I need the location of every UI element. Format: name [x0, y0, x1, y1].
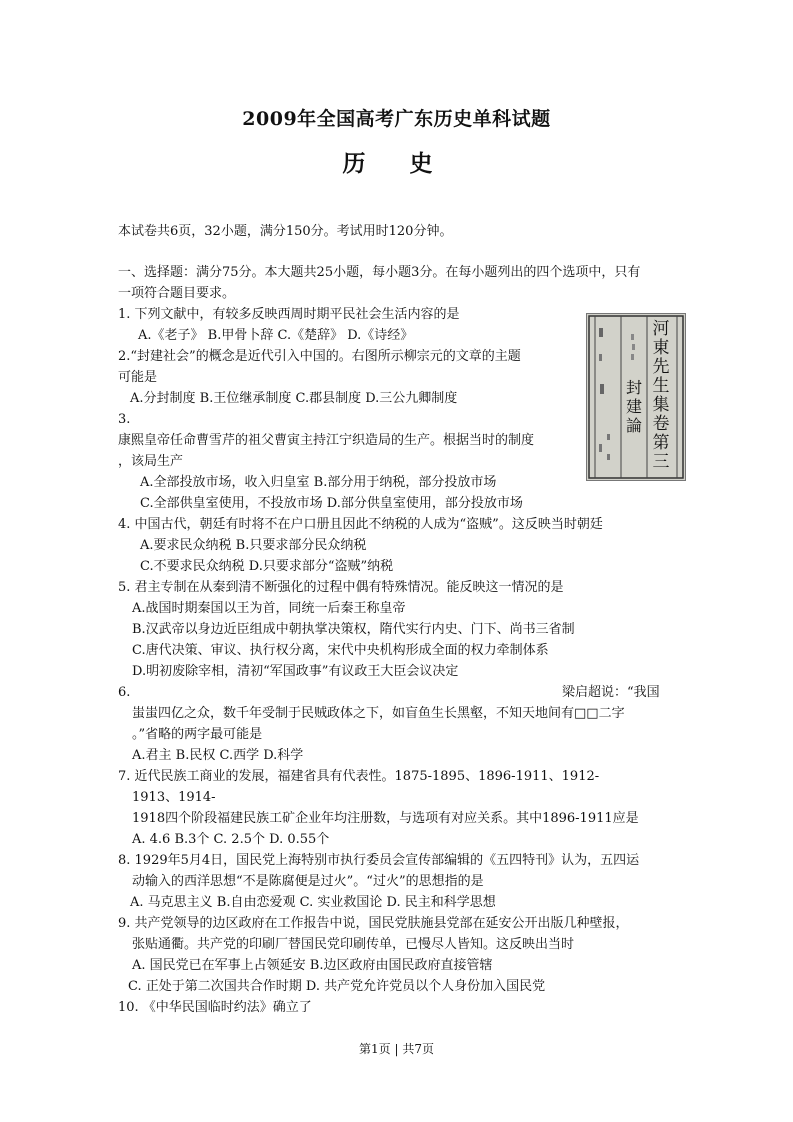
section-heading-line-1: 一、选择题：满分75分。本大题共25小题，每小题3分。在每小题列出的四个选项中，只有 — [118, 265, 641, 280]
question-10-stem: 10. 《中华民国临时约法》确立了 — [118, 1000, 312, 1015]
question-4-options-cd: C.不要求民众纳税 D.只要求部分“盗贼”纳税 — [140, 559, 394, 574]
question-2-options: A.分封制度 B.王位继承制度 C.郡县制度 D.三公九卿制度 — [130, 391, 458, 406]
question-3-stem-cont: ，该局生产 — [118, 454, 184, 469]
section-heading-line-2: 一项符合题目要求。 — [118, 286, 236, 301]
question-7-stem-cont-2: 1918四个阶段福建民族工矿企业年均注册数，与选项有对应关系。其中1896-1911应是 — [132, 811, 639, 826]
question-3-options-ab: A.全部投放市场，收入归皇室 B.部分用于纳税，部分投放市场 — [140, 475, 497, 490]
question-5-option-d: D.明初废除宰相，清初“军国政事”有议政王大臣会议决定 — [132, 664, 459, 679]
question-9-options-ab: A. 国民党已在军事上占领延安 B.边区政府由国民政府直接管辖 — [132, 958, 493, 973]
question-3-options-cd: C.全部供皇室使用，不投放市场 D.部分供皇室使用，部分投放市场 — [140, 496, 523, 511]
question-5-stem: 5. 君主专制在从秦到清不断强化的过程中偶有特殊情况。能反映这一情况的是 — [118, 580, 564, 595]
document-subtitle: 历 史 — [342, 150, 451, 177]
question-4-options-ab: A.要求民众纳税 B.只要求部分民众纳税 — [140, 538, 367, 553]
document-title: 2009年全国高考广东历史单科试题 — [242, 108, 551, 130]
question-4-stem: 4. 中国古代，朝廷有时将不在户口册且因此不纳税的人成为“盗贼”。这反映当时朝廷 — [118, 517, 603, 532]
question-5-option-b: B.汉武帝以身边近臣组成中朝执掌决策权，隋代实行内史、门下、尚书三省制 — [132, 622, 575, 637]
question-8-options: A. 马克思主义 B.自由恋爱观 C. 实业救国论 D. 民主和科学思想 — [130, 895, 496, 910]
question-9-stem-cont: 张贴通衢。共产党的印刷厂替国民党印刷传单，已慢尽人皆知。这反映出当时 — [132, 937, 575, 952]
question-6-stem: 蚩蚩四亿之众，数千年受制于民贼政体之下，如盲鱼生长黑壑，不知天地间有□□二字 — [132, 706, 625, 721]
question-9-stem: 9. 共产党领导的边区政府在工作报告中说，国民党肤施县党部在延安公开出版几种壁报， — [118, 916, 629, 931]
question-9-options-cd: C. 正处于第二次国共合作时期 D. 共产党允许党员以个人身份加入国民党 — [128, 979, 546, 994]
book-column-essay: 封建論 — [625, 378, 642, 435]
exam-intro: 本试卷共6页，32小题，满分150分。考试用时120分钟。 — [118, 224, 453, 239]
question-1-stem: 1. 下列文献中，有较多反映西周时期平民社会生活内容的是 — [118, 307, 460, 322]
question-3-number: 3. — [118, 412, 131, 427]
question-7-stem: 7. 近代民族工商业的发展，福建省具有代表性。1875-1895、1896-1911、1912- — [118, 769, 600, 784]
question-2-stem-cont: 可能是 — [118, 370, 158, 385]
question-8-stem-cont: 动输入的西洋思想“不是陈腐便是过火”。“过火”的思想指的是 — [132, 874, 484, 889]
question-3-stem: 康熙皇帝任命曹雪芹的祖父曹寅主持江宁织造局的生产。根据当时的制度 — [118, 433, 535, 448]
question-7-stem-cont: 1913、1914- — [132, 790, 216, 805]
question-6-stem-start: 梁启超说：“我国 — [562, 685, 660, 700]
question-2-stem: 2.“封建社会”的概念是近代引入中国的。右图所示柳宗元的文章的主题 — [118, 349, 521, 364]
book-column-title: 河東先生集卷第三 — [652, 319, 670, 472]
question-6-number: 6. — [118, 685, 131, 700]
question-6-stem-cont: 。”省略的两字最可能是 — [132, 727, 263, 742]
question-8-stem: 8. 1929年5月4日，国民党上海特别市执行委员会宣传部编辑的《五四特刊》认为，五四运 — [118, 853, 640, 868]
question-5-option-a: A.战国时期秦国以王为首，同统一后秦王称皇帝 — [132, 601, 406, 616]
book-page-image — [586, 313, 686, 481]
question-5-option-c: C.唐代决策、审议、执行权分离，宋代中央机构形成全面的权力牵制体系 — [132, 643, 549, 658]
page-footer: 第1页 | 共7页 — [359, 1042, 434, 1056]
question-6-options: A.君主 B.民权 C.西学 D.科学 — [132, 748, 304, 763]
question-7-options: A. 4.6 B.3个 C. 2.5个 D. 0.55个 — [132, 832, 330, 847]
question-1-options: A.《老子》 B.甲骨卜辞 C.《楚辞》 D.《诗经》 — [138, 328, 414, 343]
